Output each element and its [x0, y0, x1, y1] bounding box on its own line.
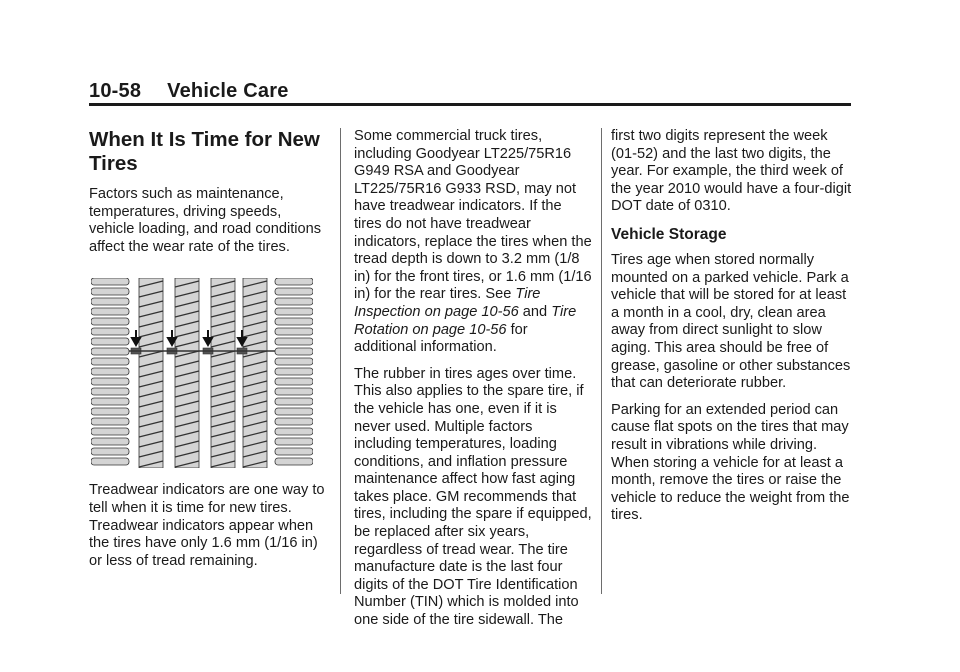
tread-block — [275, 408, 313, 415]
tread-block — [275, 358, 313, 365]
paragraph: Tires age when stored normally mounted on a parked vehicle. Park a vehicle that will be stored for at least a month in a cool, dry, clean area away from direct sunlight to slow aging. This area should be free of grease, gasoline or other substances that can deteriorate rubber. — [611, 251, 851, 392]
tread-block — [91, 448, 129, 455]
column-2 — [354, 128, 592, 639]
tread-block — [275, 298, 313, 305]
tread-block — [91, 438, 129, 445]
column-1 — [89, 128, 329, 579]
paragraph: Factors such as maintenance, temperatures, driving speeds, vehicle loading, and road conditions affect the wear rate of the tires. — [89, 186, 322, 255]
tread-block — [275, 348, 313, 355]
tread-block — [91, 328, 129, 335]
paragraph: first two digits represent the week (01-52) and the last two digits, the year. For example, the third week of the year 2010 would have a four-digit DOT date of 0310. — [611, 128, 852, 215]
tread-block — [91, 458, 129, 465]
page-header — [89, 80, 289, 103]
text-run: and — [518, 303, 552, 320]
tread-block — [91, 368, 129, 375]
paragraph: The rubber in tires ages over time. This also applies to the spare tire, if the vehicle has one, even if it is never used. Multiple factors including temperatures, loading conditions, and inflation pressure maintenance affect how fast aging takes place. GM recommends that tires, including the spare if equipped, be replaced after six years, regardless of tread wear. The tire manufacture date is the last four digits of the DOT Tire Identification Number (TIN) which is molded into one side of the tire sidewall. The — [354, 365, 592, 629]
text-run: for additional information. — [354, 321, 528, 356]
tread-block — [275, 398, 313, 405]
tread-block — [91, 388, 129, 395]
tread-block — [91, 308, 129, 315]
tread-block — [91, 318, 129, 325]
tread-block — [91, 418, 129, 425]
tread-block — [275, 308, 313, 315]
tread-block — [275, 288, 313, 295]
tread-block — [275, 368, 313, 375]
header-rule — [89, 103, 851, 106]
section-name: Vehicle Care — [167, 80, 289, 102]
tread-block — [91, 338, 129, 345]
paragraph — [354, 128, 592, 357]
column-3 — [611, 128, 855, 534]
tread-block — [91, 358, 129, 365]
tread-block — [91, 348, 129, 355]
tread-block — [91, 398, 129, 405]
tread-block — [275, 388, 313, 395]
tread-block — [91, 298, 129, 305]
tread-block — [275, 318, 313, 325]
tread-block — [275, 418, 313, 425]
tread-block — [275, 328, 313, 335]
tread-block — [275, 378, 313, 385]
subsection-title: Vehicle Storage — [611, 225, 727, 243]
tread-block — [91, 278, 129, 285]
text-run: Some commercial truck tires, including Goodyear LT225/75R16 G949 RSA and Goodyear LT225/75R16 G933 RSD, may not have treadwear indicators. If the tires do not have treadwear indicators, replace the tires when the tread depth is down to 3.2 mm (1/8 in) for the front tires, or 1.6 mm (1/16 in) for the rear tires. See — [354, 128, 592, 303]
tread-block — [275, 448, 313, 455]
tire-tread-indicator-illustration — [91, 278, 313, 468]
tread-block — [275, 458, 313, 465]
tread-block — [91, 408, 129, 415]
paragraph: Parking for an extended period can cause flat spots on the tires that may result in vibrations while driving. When storing a vehicle for at least a month, remove the tires or raise the vehicle to reduce the weight from the tires. — [611, 401, 850, 524]
page-number: 10-58 — [89, 80, 142, 102]
tread-block — [91, 288, 129, 295]
column-divider — [340, 128, 341, 594]
xref-tire-inspection-link[interactable]: Tire Inspection on page 10-56 — [354, 286, 541, 320]
section-title: When It Is Time for New Tires — [89, 128, 320, 175]
tread-block — [275, 338, 313, 345]
xref-tire-rotation-link[interactable]: Tire Rotation on page 10-56 — [354, 303, 577, 338]
tread-block — [275, 278, 313, 285]
tread-block — [91, 428, 129, 435]
tread-block — [275, 438, 313, 445]
tread-block — [91, 378, 129, 385]
column-divider — [601, 128, 602, 594]
paragraph: Treadwear indicators are one way to tell when it is time for new tires. Treadwear indicators appear when the tires have only 1.6 mm (1/16 in) or less of tread remaining. — [89, 482, 325, 569]
tread-block — [275, 428, 313, 435]
